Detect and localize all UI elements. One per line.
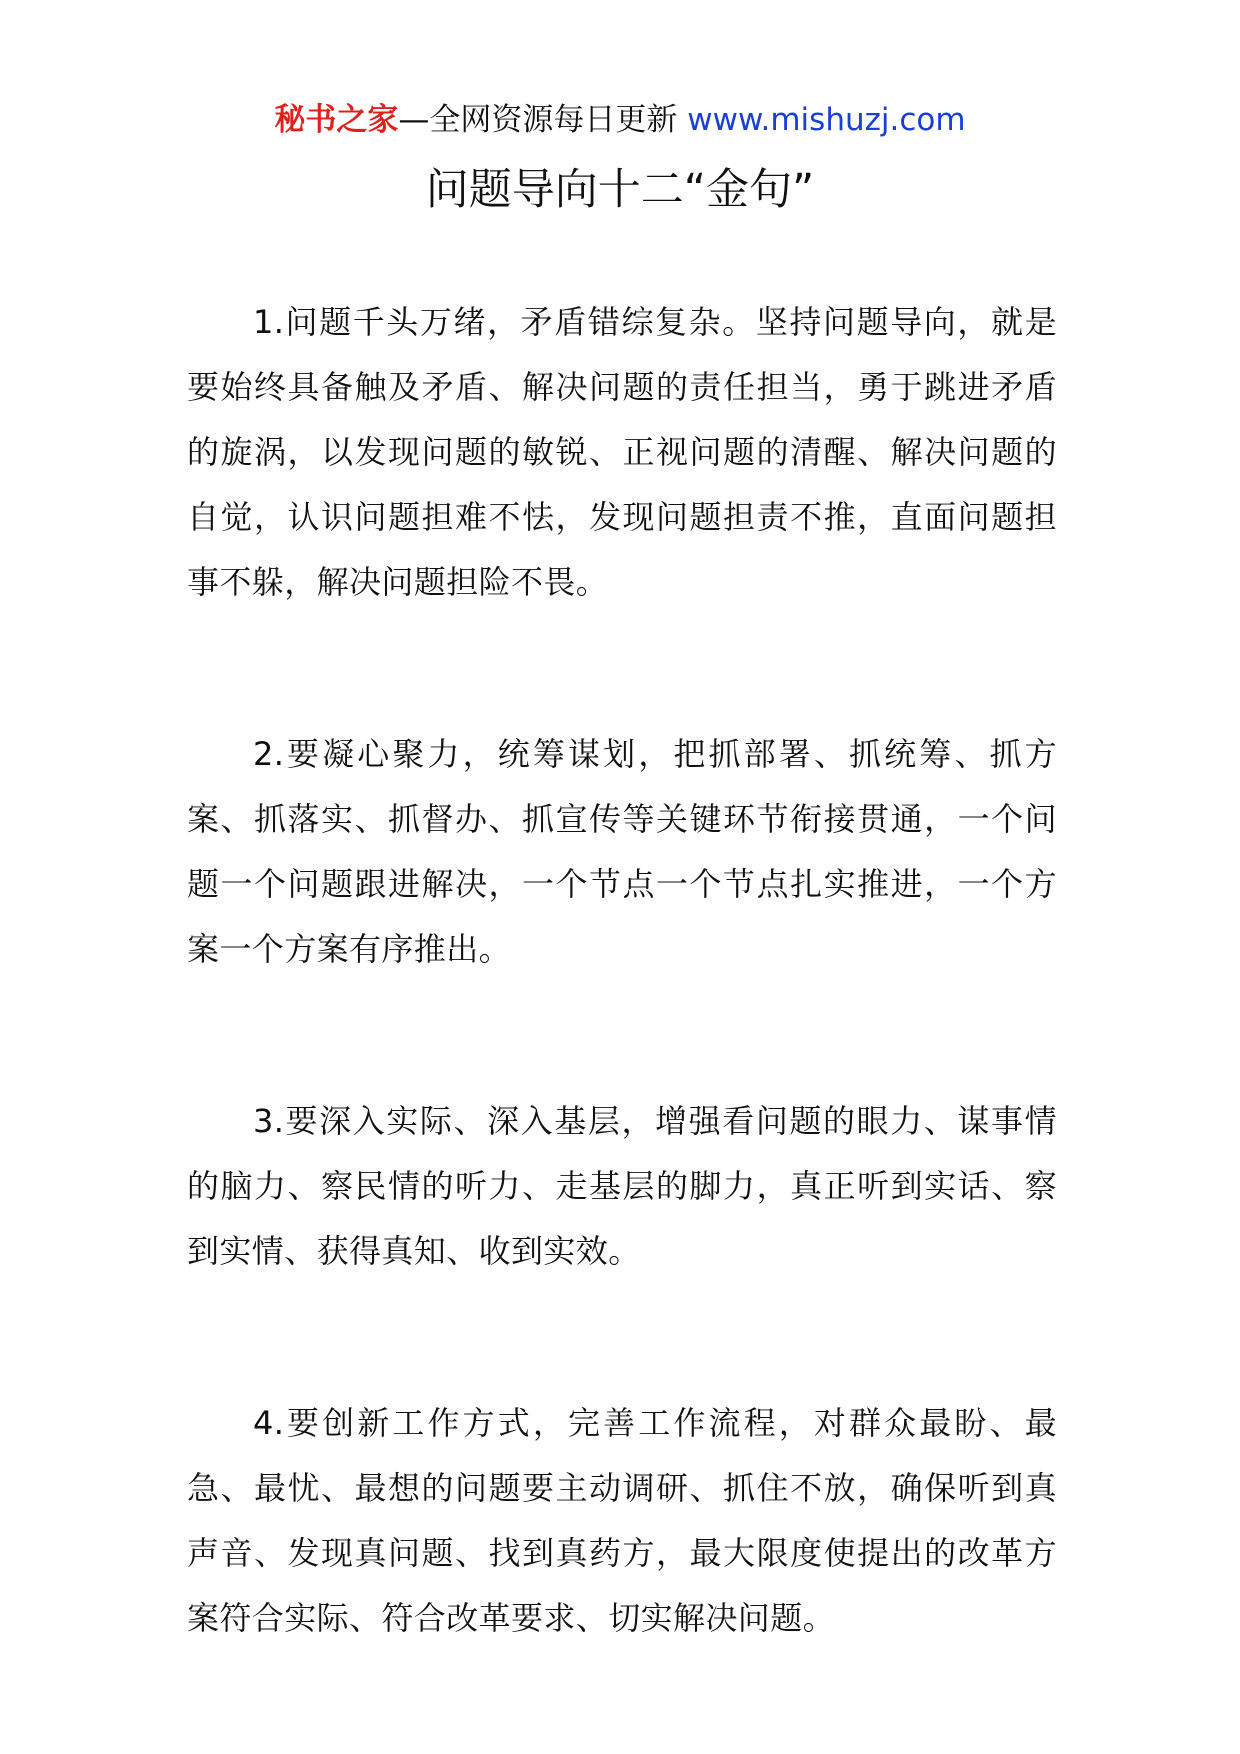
document-title: 问题导向十二“金句” bbox=[425, 165, 815, 215]
document-body bbox=[187, 290, 1057, 1651]
site-header bbox=[0, 98, 1240, 142]
paragraph-4: 4.要创新工作方式，完善工作流程，对群众最盼、最急、最忧、最想的问题要主动调研、抓住不放，确保听到真声音、发现真问题、找到真药方，最大限度使提出的改革方案符合实际、符合改革要求、切实解决问题。 bbox=[187, 1404, 1057, 1637]
paragraph-2: 2.要凝心聚力，统筹谋划，把抓部署、抓统筹、抓方案、抓落实、抓督办、抓宣传等关键环节衔接贯通，一个问题一个问题跟进解决，一个节点一个节点扎实推进，一个方案一个方案有序推出。 bbox=[187, 735, 1057, 968]
site-url-link[interactable]: www.mishuzj.com bbox=[687, 102, 966, 138]
brand-name: 秘书之家 bbox=[274, 102, 399, 138]
paragraph-1: 1.问题千头万绪，矛盾错综复杂。坚持问题导向，就是要始终具备触及矛盾、解决问题的责任担当，勇于跳进矛盾的旋涡，以发现问题的敏锐、正视问题的清醒、解决问题的自觉，认识问题担难不怯，发现问题担责不推，直面问题担事不躲，解决问题担险不畏。 bbox=[187, 303, 1057, 601]
header-tagline: —全网资源每日更新 bbox=[398, 102, 678, 138]
paragraph-3: 3.要深入实际、深入基层，增强看问题的眼力、谋事情的脑力、察民情的听力、走基层的脚力，真正听到实话、察到实情、获得真知、收到实效。 bbox=[187, 1102, 1057, 1270]
